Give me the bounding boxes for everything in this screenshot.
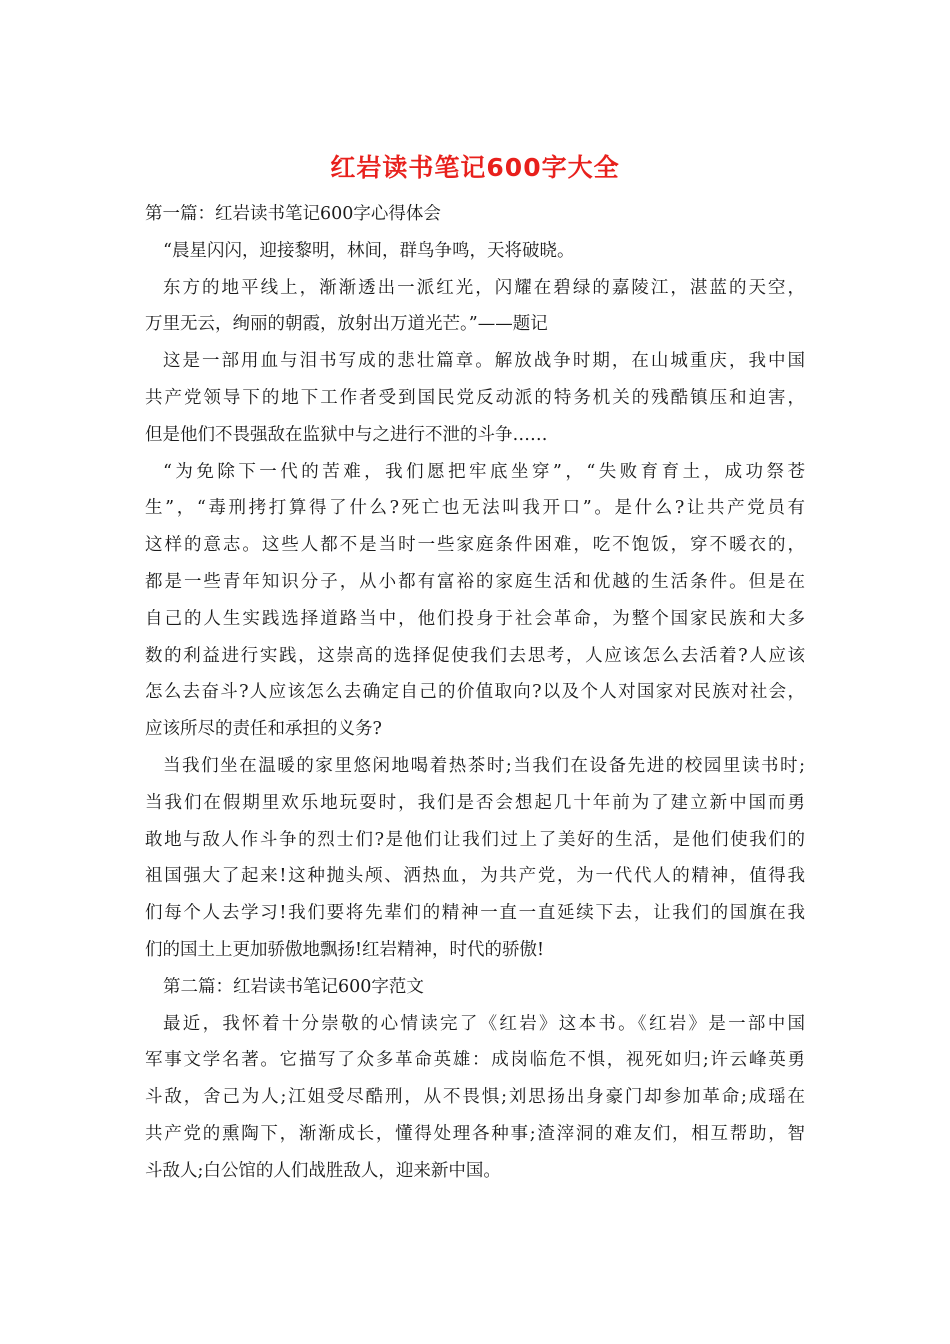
- text-line: 东方的地平线上，渐渐透出一派红光，闪耀在碧绿的嘉陵江，湛蓝的天空，: [163, 277, 805, 298]
- text-line: 斗敌人;白公馆的人们战胜敌人，迎来新中国。: [145, 1160, 501, 1181]
- text-line: 当我们坐在温暖的家里悠闲地喝着热茶时;当我们在设备先进的校园里读书时;: [163, 755, 805, 776]
- text-line: 共产党的熏陶下，渐渐成长，懂得处理各种事;渣滓洞的难友们，相互帮助，智: [145, 1123, 805, 1144]
- text-line: 第一篇：红岩读书笔记600字心得体会: [145, 204, 441, 224]
- text-line: 都是一些青年知识分子，从小都有富裕的家庭生活和优越的生活条件。但是在: [145, 571, 805, 592]
- text-line: 怎么去奋斗?人应该怎么去确定自己的价值取向?以及个人对国家对民族对社会，: [145, 682, 805, 703]
- document-title: 红岩读书笔记600字大全: [330, 153, 620, 182]
- text-line: 生”，“毒刑拷打算得了什么?死亡也无法叫我开口”。是什么?让共产党员有: [145, 498, 805, 519]
- text-line: 数的利益进行实践，这崇高的选择促使我们去思考，人应该怎么去活着?人应该: [145, 645, 805, 666]
- text-line: 应该所尽的责任和承担的义务?: [145, 719, 382, 740]
- text-line: 祖国强大了起来!这种抛头颅、洒热血，为共产党，为一代代人的精神，值得我: [145, 866, 805, 887]
- text-line: 们每个人去学习!我们要将先辈们的精神一直一直延续下去，让我们的国旗在我: [145, 903, 805, 924]
- text-line: 这是一部用血与泪书写成的悲壮篇章。解放战争时期，在山城重庆，我中国: [163, 351, 805, 372]
- text-line: 最近，我怀着十分崇敬的心情读完了《红岩》这本书。《红岩》是一部中国: [163, 1013, 805, 1034]
- text-line: 当我们在假期里欢乐地玩耍时，我们是否会想起几十年前为了建立新中国而勇: [145, 792, 805, 813]
- text-line: 但是他们不畏强敌在监狱中与之进行不泄的斗争……: [145, 424, 548, 445]
- document-body: [145, 196, 805, 1190]
- text-line: 斗敌，舍己为人;江姐受尽酷刑，从不畏惧;刘思扬出身豪门却参加革命;成瑶在: [145, 1087, 805, 1108]
- text-line: “晨星闪闪，迎接黎明，林间，群鸟争鸣，天将破晓。: [163, 240, 575, 261]
- text-line: 第二篇：红岩读书笔记600字范文: [163, 976, 424, 997]
- text-line: 万里无云，绚丽的朝霞，放射出万道光芒。”——题记: [145, 314, 548, 335]
- text-line: 军事文学名著。它描写了众多革命英雄：成岗临危不惧，视死如归;许云峰英勇: [145, 1050, 805, 1071]
- text-line: “为免除下一代的苦难，我们愿把牢底坐穿”，“失败育育土，成功祭苍: [163, 461, 805, 482]
- text-line: 共产党领导下的地下工作者受到国民党反动派的特务机关的残酷镇压和迫害，: [145, 387, 805, 408]
- text-line: 们的国土上更加骄傲地飘扬!红岩精神，时代的骄傲!: [145, 939, 545, 960]
- text-line: 自己的人生实践选择道路当中，他们投身于社会革命，为整个国家民族和大多: [145, 608, 805, 629]
- text-line: 这样的意志。这些人都不是当时一些家庭条件困难，吃不饱饭，穿不暖衣的，: [145, 535, 805, 556]
- text-line: 敢地与敌人作斗争的烈士们?是他们让我们过上了美好的生活，是他们使我们的: [145, 829, 805, 850]
